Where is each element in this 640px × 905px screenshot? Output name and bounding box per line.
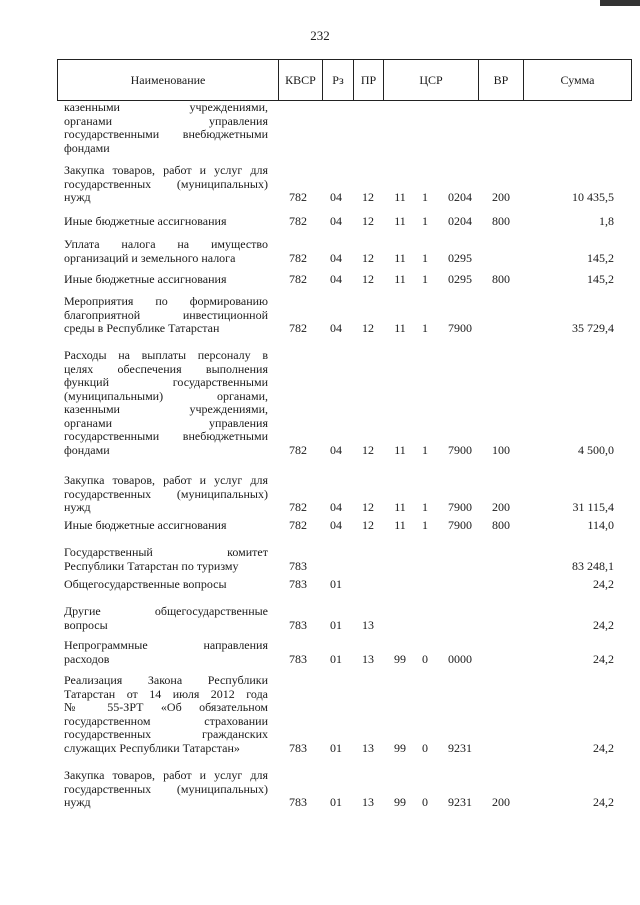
header-sum: Сумма (523, 60, 631, 100)
header-csr: ЦСР (383, 60, 478, 100)
row-name (64, 273, 268, 287)
cell-rz: 04 (330, 214, 342, 228)
cell-kvsr: 783 (289, 740, 307, 755)
row-name-line: нужд (64, 500, 91, 514)
row-name (64, 349, 268, 457)
cell-csr2: 1 (422, 442, 428, 457)
cell-kvsr: 782 (289, 500, 307, 514)
header-pr: ПР (353, 60, 383, 100)
cell-csr1: 11 (394, 250, 406, 265)
row-name (64, 164, 268, 205)
row-name (64, 238, 268, 265)
cell-sum: 24,2 (593, 577, 614, 591)
cell-csr1: 99 (394, 740, 406, 755)
cell-csr2: 1 (422, 518, 428, 532)
header-name: Наименование (130, 73, 206, 87)
cell-vr: 800 (492, 272, 510, 286)
cell-vr: 800 (492, 214, 510, 228)
cell-sum: 145,2 (587, 250, 614, 265)
row-name-line: Общегосударственные вопросы (64, 577, 227, 591)
cell-kvsr: 782 (289, 214, 307, 228)
cell-pr: 12 (362, 272, 374, 286)
cell-pr: 13 (362, 740, 374, 755)
row-name-line: Иные бюджетные ассигнования (64, 214, 227, 228)
cell-kvsr: 782 (289, 321, 307, 335)
row-name-line: государственными внебюджетными (64, 127, 268, 141)
cell-csr3: 7900 (448, 500, 472, 514)
row-name-line: служащих Республики Татарстан» (64, 740, 240, 755)
cell-csr2: 1 (422, 190, 428, 204)
cell-csr2: 0 (422, 651, 428, 666)
row-name-line: государственных (муниципальных) (64, 486, 268, 501)
cell-csr2: 1 (422, 272, 428, 286)
row-name-line: Иные бюджетные ассигнования (64, 272, 227, 286)
table-header (57, 59, 632, 101)
cell-vr: 800 (492, 518, 510, 532)
cell-kvsr: 782 (289, 190, 307, 204)
cell-csr2: 1 (422, 250, 428, 265)
cell-sum: 4 500,0 (578, 442, 614, 457)
cell-sum: 1,8 (599, 214, 614, 228)
cell-rz: 01 (330, 651, 342, 666)
row-name-line: государственных (муниципальных) (64, 176, 268, 191)
cell-kvsr: 782 (289, 250, 307, 265)
cell-pr: 12 (362, 442, 374, 457)
cell-csr1: 11 (394, 321, 406, 335)
row-name-line: органами управления (64, 113, 268, 128)
row-name (64, 101, 268, 155)
row-name-line: Мероприятия по формированию (64, 294, 268, 308)
row-name-line: фондами (64, 442, 110, 457)
cell-rz: 04 (330, 442, 342, 457)
row-name-line: целях обеспечения выполнения (64, 361, 268, 376)
cell-kvsr: 783 (289, 651, 307, 666)
cell-rz: 01 (330, 617, 342, 632)
cell-pr: 12 (362, 321, 374, 335)
row-name-line: Закупка товаров, работ и услуг для (64, 473, 268, 487)
row-name (64, 474, 268, 515)
cell-csr2: 0 (422, 740, 428, 755)
cell-csr3: 9231 (448, 795, 472, 809)
cell-pr: 12 (362, 518, 374, 532)
cell-rz: 01 (330, 795, 342, 809)
row-name-line: благоприятной инвестиционной (64, 307, 268, 322)
cell-csr3: 7900 (448, 442, 472, 457)
row-name-line: Реализация Закона Республики (64, 673, 268, 687)
cell-sum: 24,2 (593, 651, 614, 666)
cell-rz: 04 (330, 250, 342, 265)
cell-sum: 35 729,4 (572, 321, 614, 335)
row-name (64, 769, 268, 810)
row-name-line: функций государственными (64, 375, 268, 389)
row-name-line: казенными учреждениями, (64, 402, 268, 416)
cell-kvsr: 783 (289, 577, 307, 591)
cell-rz: 01 (330, 740, 342, 755)
page-number: 232 (310, 28, 330, 43)
cell-pr: 13 (362, 617, 374, 632)
cell-csr2: 1 (422, 321, 428, 335)
row-name-line: нужд (64, 795, 91, 809)
cell-kvsr: 783 (289, 617, 307, 632)
cell-csr1: 11 (394, 518, 406, 532)
row-name (64, 674, 268, 755)
cell-sum: 24,2 (593, 617, 614, 632)
cell-vr: 200 (492, 795, 510, 809)
cell-csr3: 0204 (448, 190, 472, 204)
cell-csr3: 0295 (448, 250, 472, 265)
row-name-line: государственных гражданских (64, 727, 268, 741)
row-name-line: Иные бюджетные ассигнования (64, 518, 227, 532)
cell-pr: 12 (362, 250, 374, 265)
cell-csr3: 0000 (448, 651, 472, 666)
row-name-line: Уплата налога на имущество (64, 237, 268, 251)
row-name-line: вопросы (64, 617, 108, 632)
cell-pr: 12 (362, 190, 374, 204)
row-name-line: расходов (64, 651, 110, 666)
cell-csr1: 11 (394, 214, 406, 228)
cell-sum: 24,2 (593, 740, 614, 755)
cell-pr: 13 (362, 795, 374, 809)
cell-csr2: 0 (422, 795, 428, 809)
row-name-line: организаций и земельного налога (64, 250, 236, 265)
row-name-line: Республики Татарстан по туризму (64, 558, 239, 573)
row-name-line: Закупка товаров, работ и услуг для (64, 768, 268, 782)
cell-rz: 04 (330, 500, 342, 514)
cell-pr: 12 (362, 214, 374, 228)
row-name-line: Непрограммные направления (64, 638, 268, 652)
cell-csr3: 0295 (448, 272, 472, 286)
row-name-line: Другие общегосударственные (64, 604, 268, 618)
cell-vr: 200 (492, 500, 510, 514)
row-name-line: казенными учреждениями, (64, 100, 268, 114)
cell-vr: 200 (492, 190, 510, 204)
cell-csr2: 1 (422, 214, 428, 228)
row-name-line: Татарстан от 14 июля 2012 года (64, 686, 268, 701)
cell-csr1: 11 (394, 500, 406, 514)
cell-rz: 04 (330, 321, 342, 335)
cell-pr: 12 (362, 500, 374, 514)
cell-rz: 04 (330, 518, 342, 532)
header-rz: Рз (322, 60, 353, 100)
cell-rz: 04 (330, 190, 342, 204)
row-name (64, 215, 268, 229)
cell-rz: 01 (330, 577, 342, 591)
cell-csr3: 9231 (448, 740, 472, 755)
cell-sum: 24,2 (593, 795, 614, 809)
cell-csr3: 7900 (448, 518, 472, 532)
cell-csr1: 99 (394, 795, 406, 809)
row-name (64, 639, 268, 666)
scan-corner-mark (600, 0, 640, 6)
row-name-line: фондами (64, 140, 110, 155)
cell-csr3: 0204 (448, 214, 472, 228)
row-name (64, 519, 268, 533)
cell-sum: 31 115,4 (572, 500, 614, 514)
cell-rz: 04 (330, 272, 342, 286)
row-name-line: Закупка товаров, работ и услуг для (64, 163, 268, 177)
row-name-line: государственном страховании (64, 713, 268, 728)
row-name-line: нужд (64, 190, 91, 204)
row-name-line: Государственный комитет (64, 545, 268, 559)
row-name (64, 295, 268, 336)
cell-sum: 10 435,5 (572, 190, 614, 204)
cell-vr: 100 (492, 442, 510, 457)
cell-csr1: 11 (394, 272, 406, 286)
row-name-line: (муниципальными) органами, (64, 388, 268, 403)
cell-kvsr: 783 (289, 558, 307, 573)
cell-kvsr: 782 (289, 442, 307, 457)
cell-kvsr: 782 (289, 518, 307, 532)
row-name-line: Расходы на выплаты персоналу в (64, 348, 268, 362)
cell-sum: 83 248,1 (572, 558, 614, 573)
cell-kvsr: 783 (289, 795, 307, 809)
row-name (64, 605, 268, 632)
cell-sum: 114,0 (587, 518, 614, 532)
header-vr: ВР (478, 60, 523, 100)
cell-pr: 13 (362, 651, 374, 666)
cell-csr2: 1 (422, 500, 428, 514)
row-name-line: государственных (муниципальных) (64, 781, 268, 796)
cell-csr3: 7900 (448, 321, 472, 335)
cell-kvsr: 782 (289, 272, 307, 286)
header-kvsr: КВСР (278, 60, 322, 100)
row-name-line: среды в Республике Татарстан (64, 321, 220, 335)
cell-csr1: 11 (394, 190, 406, 204)
cell-csr1: 11 (394, 442, 406, 457)
row-name-line: органами управления (64, 415, 268, 430)
cell-sum: 145,2 (587, 272, 614, 286)
row-name-line: государственными внебюджетными (64, 429, 268, 443)
row-name (64, 578, 268, 592)
cell-csr1: 99 (394, 651, 406, 666)
row-name (64, 546, 268, 573)
row-name-line: № 55-ЗРТ «Об обязательном (64, 700, 268, 714)
